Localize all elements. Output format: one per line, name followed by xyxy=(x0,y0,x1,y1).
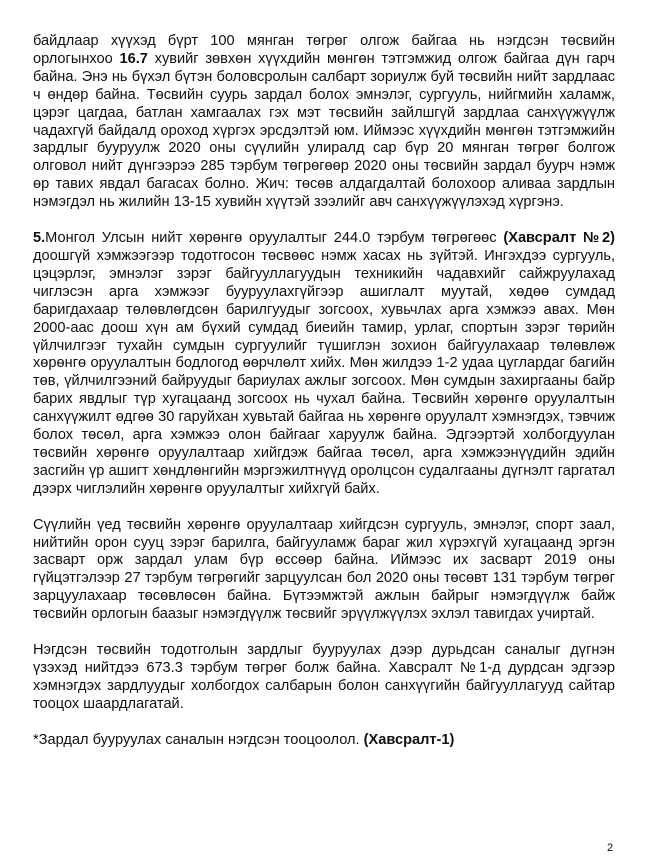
page-number: 2 xyxy=(607,842,614,854)
footnote-text: *Зардал бууруулах саналын нэгдсэн тооцоолол. xyxy=(33,731,364,748)
paragraph-spacer xyxy=(33,499,615,517)
paragraph-text: Монгол Улсын нийт хөрөнгө оруулалтыг 244.0 тэрбум төгрөгөөс xyxy=(45,230,504,247)
paragraph-text: хувийг зөвхөн хүүхдийн мөнгөн тэтгэмжид олгож байгаа дүн гарч байна. Энэ нь бүхэл бүтэн боловсролын салбарт зориулж буй төсвийн нийт зардлаас ч өндөр байна. Төсвийн суурь зардал болох эмнэлэг, сургууль, нийгмийн халамж, цэрэг цагдаа, батлан хамгаалах гэх мэт төсвийн зайлшгүй зардлаа санхүүжүүлж чадахгүй байдалд ороход хүргэх эрсдэлтэй юм. Иймээс хүүхдийн мөнгөн тэтгэмжийн зардлыг бууруулж 2020 оны сүүлийн улиралд сар бүр 20 мянган төгрөг болгож олговол нийт дүнгээрээ 285 тэрбум төгрөгөөр 2020 оны төсвийн зардал буурч нэмж өр тавих явдал багасах болно. Жич: төсөв алдагдалтай болохоор аливаа зардлын нэмэгдэл нь жилийн 13-15 хувийн хүүтэй зээлийг авч санхүүжүүлэхэд хүргэнэ. xyxy=(33,50,615,211)
appendix-reference: (Хавсралт-1) xyxy=(363,731,455,748)
footnote xyxy=(33,732,615,750)
paragraph-text: байдлаар хүүхэд бүрт 100 мянган төгрөг олгож байгаа нь нэгдсэн төсвийн орлогынхоо xyxy=(33,33,615,67)
paragraph-spacer xyxy=(33,212,615,230)
paragraph-summary: Нэгдсэн төсвийн тодотголын зардлыг бууруулах дээр дурьдсан саналыг дүгнэн үзэхэд нийтдээ 673.3 тэрбум төгрөг болж байна. Хавсралт №1-д дурдсан эдгээр хэмнэгдэх зардлуудыг холбогдох салбарын болон санхүүгийн байгууллагууд сайтар тооцох шаардлагатай. xyxy=(33,642,615,712)
item-number: 5. xyxy=(33,230,46,247)
paragraph-text: доошгүй хэмжээгээр тодотгосон төсвөөс нэмж хасах нь зүйтэй. Ингэхдээ сургууль, цэцэрлэг, эмнэлэг зэрэг байгууллагуудын техникийн чадавхийг сайжруулахад чиглэсэн арга хэмжээг бууруулахгүйгээр ашиглалт муутай, хөдөө сумдад баригдахаар төлөвлөгдсөн барилгуудыг зогсоох, хувьчлах арга хэмжээ авах. Мөн 2000-аас доош хүн ам бүхий сумдад биеийн тамир, урлаг, спортын зэрэг төрийн үйлчилгээг тухайн сумдын сургуулийг түшиглэн зохион байгуулахаар төлөвлөж хөрөнгө оруулалтын бодлогод өөрчлөлт хийх. Мөн жилдээ 1-2 удаа цуглардаг багийн төв, үйлчилгээний байруудыг бариулах ажлыг зогсоох. Мөн сумдын захиргааны байр барих явдлыг түр хугацаанд зогсоох нь чухал байна. Төсвийн хөрөнгө оруулалтын санхүүжилт өдгөө 30 гаруйхан хувьтай байгаа нь хөрөнгө оруулалт хэмнэгдэх, тэвчиж болох төсөл, арга хэмжээ олон байгааг харуулж байна. Эдгээртэй холбогдуулан төсвийн хөрөнгө оруулалтаар хийгдэж байгаа төсөл, арга хэмжээнүүдийн эдийн засгийн үр ашигт хөндлөнгийн мэргэжилтнүүд оролцсон судалгааны дүгнэлт гаргатал дээрх чиглэлийн хөрөнгө оруулалтыг хийхгүй байх. xyxy=(33,247,615,497)
paragraph-child-allowance xyxy=(33,33,615,212)
paragraph-spacer xyxy=(33,714,615,732)
paragraph-repairs: Сүүлийн үед төсвийн хөрөнгө оруулалтаар хийгдсэн сургууль, эмнэлэг, спорт заал, нийтийн орон сууц зэрэг барилга, байгууламж бараг жил хүрэхгүй хугацаанд эргэн засварт орж зардал улам бүр өссөөр байна. Иймээс их засварт 2019 оны гүйцэтгэлээр 27 тэрбум төгрөгийг зарцуулсан бол 2020 оны төсөвт 131 тэрбум төгрөг зарцуулахаар төсөвлөсөн байна. Бүтээмжтэй ажлын байрыг нэмэгдүүлж байж төсвийн орлогын баазыг нэмэгдүүлж төсвийг эрүүлжүүлэх эхлэл тавигдах учиртай. xyxy=(33,516,615,623)
bold-percentage: 16.7 xyxy=(119,50,148,67)
paragraph-spacer xyxy=(33,624,615,642)
paragraph-investment xyxy=(33,230,615,499)
appendix-reference: (Хавсралт №2) xyxy=(503,230,616,247)
document-page xyxy=(33,33,615,750)
